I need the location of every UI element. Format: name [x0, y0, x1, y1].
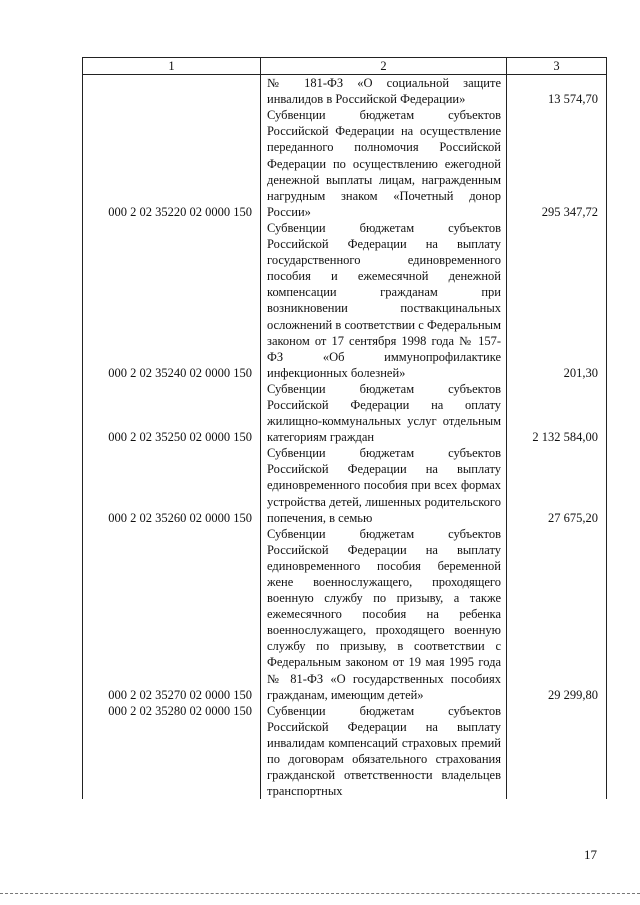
row-code: 000 2 02 35260 02 0000 150 — [83, 445, 261, 525]
scan-edge-divider — [0, 893, 640, 894]
row-code: 000 2 02 35220 02 0000 150 — [83, 107, 261, 220]
row-description: Субвенции бюджетам субъектов Российской Федерации на оплату жилищно-коммунальных услуг отдельным категориям граждан — [261, 381, 507, 445]
row-code — [83, 75, 261, 108]
column-header-2: 2 — [261, 58, 507, 75]
row-amount: 27 675,20 — [507, 445, 607, 525]
column-header-1: 1 — [83, 58, 261, 75]
row-amount — [507, 703, 607, 800]
table-header-row — [83, 58, 607, 75]
row-amount: 13 574,70 — [507, 75, 607, 108]
table-row — [83, 220, 607, 381]
column-header-3: 3 — [507, 58, 607, 75]
table-row — [83, 381, 607, 445]
row-description: Субвенции бюджетам субъектов Российской Федерации на выплату единовременного пособия при всех формах устройства детей, лишенных родительского попечения, в семью — [261, 445, 507, 525]
table-row — [83, 107, 607, 220]
table-row — [83, 703, 607, 800]
row-description: Субвенции бюджетам субъектов Российской Федерации на выплату единовременного пособия беременной жене военнослужащего, проходящего военную службу по призыву, а также ежемесячного пособия на ребенка военнослужащего, проходящего военную службу по призыву, в соответствии с Федеральным законом от 19 мая 1995 года № 81-ФЗ «О государственных пособиях гражданам, имеющим детей» — [261, 526, 507, 703]
row-description: № 181-ФЗ «О социальной защите инвалидов в Российской Федерации» — [261, 75, 507, 108]
page-number: 17 — [584, 847, 597, 862]
table-row — [83, 445, 607, 525]
row-description: Субвенции бюджетам субъектов Российской Федерации на выплату инвалидам компенсаций страховых премий по договорам обязательного страхования гражданской ответственности владельцев транспортных — [261, 703, 507, 800]
row-code: 000 2 02 35240 02 0000 150 — [83, 220, 261, 381]
row-amount: 29 299,80 — [507, 526, 607, 703]
row-code: 000 2 02 35270 02 0000 150 — [83, 526, 261, 703]
row-amount: 2 132 584,00 — [507, 381, 607, 445]
row-code: 000 2 02 35250 02 0000 150 — [83, 381, 261, 445]
table-row — [83, 75, 607, 108]
table-row — [83, 526, 607, 703]
row-description: Субвенции бюджетам субъектов Российской Федерации на осуществление переданного полномочия Российской Федерации по осуществлению ежегодной денежной выплаты лицам, награжденным нагрудным знаком «Почетный донор России» — [261, 107, 507, 220]
row-amount: 201,30 — [507, 220, 607, 381]
row-amount: 295 347,72 — [507, 107, 607, 220]
row-description: Субвенции бюджетам субъектов Российской Федерации на выплату государственного единовременного пособия и ежемесячной денежной компенсации гражданам при возникновении поствакцинальных осложнений в соответствии с Федеральным законом от 17 сентября 1998 года № 157-ФЗ «Об иммунопрофилактике инфекционных болезней» — [261, 220, 507, 381]
budget-table — [82, 57, 607, 799]
row-code: 000 2 02 35280 02 0000 150 — [83, 703, 261, 800]
